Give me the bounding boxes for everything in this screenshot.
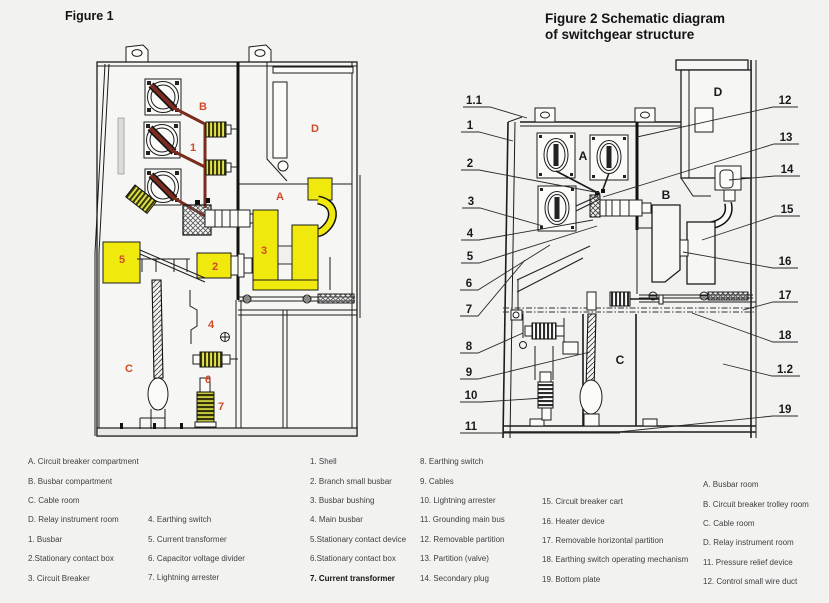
fig2-callout-7: 7 [465,304,473,316]
legend-item: 11. Grounding main bus [420,515,505,525]
legend-item: B. Busbar compartment [28,476,113,486]
legend-item: 10. Lightning arrester [420,495,496,505]
fig2-callout-11: 11 [464,421,478,433]
fig1-cabinet-frame [95,45,360,436]
legend-item: 14. Secondary plug [420,573,489,583]
legend-item: 8. Earthing switch [420,457,484,467]
legend-item: 3. Busbar bushing [310,495,375,505]
fig2-callout-19: 19 [778,404,792,416]
legend-item: 19. Bottom plate [542,574,601,584]
legend-item: 1. Shell [310,457,337,467]
fig2-callout-12: 12 [778,95,792,107]
fig2-callout-3: 3 [467,196,475,208]
legend-item: 5. Current transformer [148,534,227,544]
fig2-rails [639,292,756,302]
fig1-relay-panel [273,82,287,158]
fig1-top-vent-grille [273,67,353,73]
legend-item: A. Circuit breaker compartment [28,457,139,467]
legend-item: 15. Circuit breaker cart [542,497,623,507]
legend-item: 16. Heater device [542,516,605,526]
figure1-drawing [88,38,366,443]
legend-item: C. Cable room [28,495,80,505]
fig2-grounding-coil [525,318,564,343]
fig1-busbar-bushings [144,79,181,205]
fig2-callout-16: 16 [778,256,792,268]
fig1-lifting-lug-right [249,45,271,62]
fig2-callout-14: 14 [780,164,794,176]
fig2-room-B: B [661,188,671,202]
fig2-callout-18: 18 [778,330,792,342]
legend-column-5 [542,492,688,589]
legend-item: A. Busbar room [703,480,759,490]
legend-item: D. Relay instrument room [703,538,794,548]
fig1-cable-bulb [148,378,168,410]
fig2-callout-6: 6 [465,278,473,290]
fig2-callout-4: 4 [466,228,474,240]
fig2-horizontal-partition [503,308,756,312]
fig1-label-3: 3 [260,245,268,257]
legend-item: 3. Circuit Breaker [28,573,90,583]
fig2-room-A: A [578,149,588,163]
fig2-callout-1.1: 1.1 [466,95,482,107]
figure2-title-line2: of switchgear structure [545,27,695,42]
fig2-callout-13: 13 [779,132,793,144]
legend-item: 18. Earthing switch operating mechanism [542,555,689,565]
legend-column-2 [148,510,245,588]
fig2-pressure-relief-box [715,166,741,201]
fig2-heater-device [680,240,688,256]
fig2-current-transformer-coil [610,292,630,306]
legend-item: 1. Busbar [28,534,63,544]
legend-item: 13. Partition (valve) [420,554,489,564]
figure2-title-line1: Figure 2 Schematic diagram [545,11,726,26]
fig1-label-6: 6 [204,374,212,386]
legend-item: D. Relay instrument room [28,515,119,525]
fig1-label-A: A [276,191,284,203]
fig2-callout-15: 15 [780,204,794,216]
legend-item: 6.Stationary contact box [310,554,396,564]
fig2-callout-9: 9 [465,367,473,379]
fig1-label-4: 4 [207,319,215,331]
fig1-lifting-lug-left [126,45,148,62]
fig2-callout-5: 5 [466,251,474,263]
fig1-bottom-plate [97,428,357,436]
fig2-callout-17: 17 [778,290,792,302]
legend-item: C. Cable room [703,518,755,528]
fig1-left-wall-strip [118,118,124,174]
fig1-label-2: 2 [211,261,219,273]
figure2-drawing [443,48,815,448]
legend-item: 9. Cables [420,476,454,486]
legend-item: 11. Pressure relief device [703,557,793,567]
legend-column-1 [28,452,139,588]
legend-item: 4. Earthing switch [148,515,212,525]
fig1-label-C: C [125,363,133,375]
fig2-callout-1: 1 [466,120,474,132]
legend-item: 7. Lightning arrester [148,573,220,583]
fig1-label-7: 7 [217,401,225,413]
legend-item: 17. Removable horizontal partition [542,535,664,545]
fig1-yellow-breaker-base [253,280,318,290]
legend-item: 12. Removable partition [420,534,505,544]
fig2-callout-8: 8 [465,341,473,353]
fig2-breaker-cart [637,205,715,284]
fig1-yellow-breaker-right [292,225,318,288]
figure1-title: Figure 1 [65,9,114,23]
fig1-label-5: 5 [118,254,126,266]
legend-item: B. Circuit breaker trolley room [703,499,809,509]
fig1-label-B: B [199,101,207,113]
fig2-callout-2: 2 [466,158,474,170]
legend-item: 6. Capacitor voltage divider [148,553,245,563]
figure2-title [545,11,725,43]
fig2-lightning-arrester [535,346,553,420]
legend-item-highlighted: 7. Current transformer [310,573,395,583]
fig2-callout-10: 10 [464,390,478,402]
fig2-room-C: C [615,353,625,367]
fig2-lifting-lug-left [535,108,555,122]
legend-item: 4. Main busbar [310,515,363,525]
legend-item: 2.Stationary contact box [28,554,114,564]
legend-column-4 [420,452,505,588]
fig1-label-D: D [311,123,319,135]
fig1-label-1: 1 [189,142,197,154]
fig2-room-D: D [713,85,723,99]
legend-item: 5.Stationary contact device [310,534,407,544]
fig2-cable-bulb [580,380,602,414]
legend-column-6 [703,475,809,591]
legend-item: 12. Control small wire duct [703,577,798,587]
legend-column-3 [310,452,406,588]
legend-item: 2. Branch small busbar [310,476,392,486]
fig2-callout-1.2: 1.2 [777,364,793,376]
fig2-lifting-lug-right [635,108,655,122]
